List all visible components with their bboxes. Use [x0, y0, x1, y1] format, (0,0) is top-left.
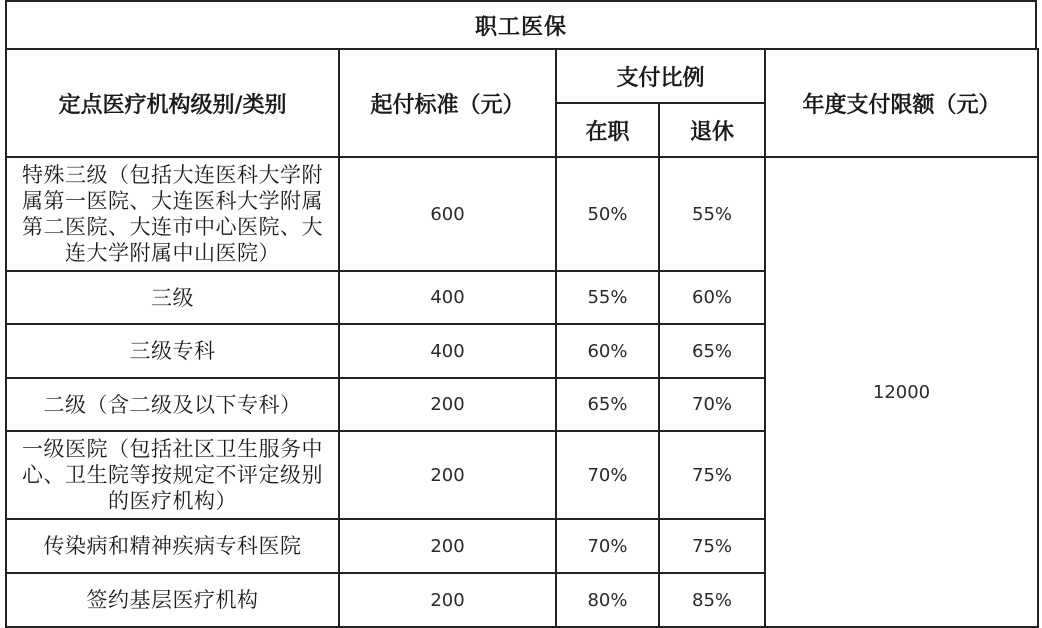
row-employed: 80% — [556, 573, 659, 627]
row-retired: 65% — [659, 324, 765, 378]
header-annual-limit: 年度支付限额（元） — [765, 49, 1038, 157]
row-category: 一级医院（包括社区卫生服务中心、卫生院等按规定不评定级别的医疗机构） — [6, 431, 339, 519]
header-deductible: 起付标准（元） — [339, 49, 556, 157]
insurance-table-container — [5, 0, 1037, 628]
table-title: 职工医保 — [5, 0, 1037, 48]
insurance-table — [5, 48, 1039, 628]
row-employed: 50% — [556, 157, 659, 271]
row-employed: 70% — [556, 519, 659, 573]
row-deductible: 200 — [339, 378, 556, 431]
row-category: 三级 — [6, 271, 339, 324]
header-category: 定点医疗机构级别/类别 — [6, 49, 339, 157]
row-retired: 55% — [659, 157, 765, 271]
row-category: 特殊三级（包括大连医科大学附属第一医院、大连医科大学附属第二医院、大连市中心医院、大连大学附属中山医院） — [6, 157, 339, 271]
row-category: 二级（含二级及以下专科） — [6, 378, 339, 431]
row-category: 传染病和精神疾病专科医院 — [6, 519, 339, 573]
row-retired: 75% — [659, 519, 765, 573]
row-category: 三级专科 — [6, 324, 339, 378]
header-retired: 退休 — [659, 103, 765, 157]
row-retired: 75% — [659, 431, 765, 519]
row-employed: 60% — [556, 324, 659, 378]
table-row — [6, 157, 1038, 271]
row-retired: 70% — [659, 378, 765, 431]
row-deductible: 200 — [339, 519, 556, 573]
row-employed: 55% — [556, 271, 659, 324]
header-employed: 在职 — [556, 103, 659, 157]
row-deductible: 400 — [339, 271, 556, 324]
row-employed: 65% — [556, 378, 659, 431]
annual-limit-value: 12000 — [765, 157, 1038, 627]
row-deductible: 600 — [339, 157, 556, 271]
row-deductible: 200 — [339, 573, 556, 627]
row-retired: 60% — [659, 271, 765, 324]
row-employed: 70% — [556, 431, 659, 519]
row-deductible: 400 — [339, 324, 556, 378]
row-deductible: 200 — [339, 431, 556, 519]
row-category: 签约基层医疗机构 — [6, 573, 339, 627]
row-retired: 85% — [659, 573, 765, 627]
header-payment-ratio: 支付比例 — [556, 49, 765, 103]
header-row-1 — [6, 49, 1038, 103]
